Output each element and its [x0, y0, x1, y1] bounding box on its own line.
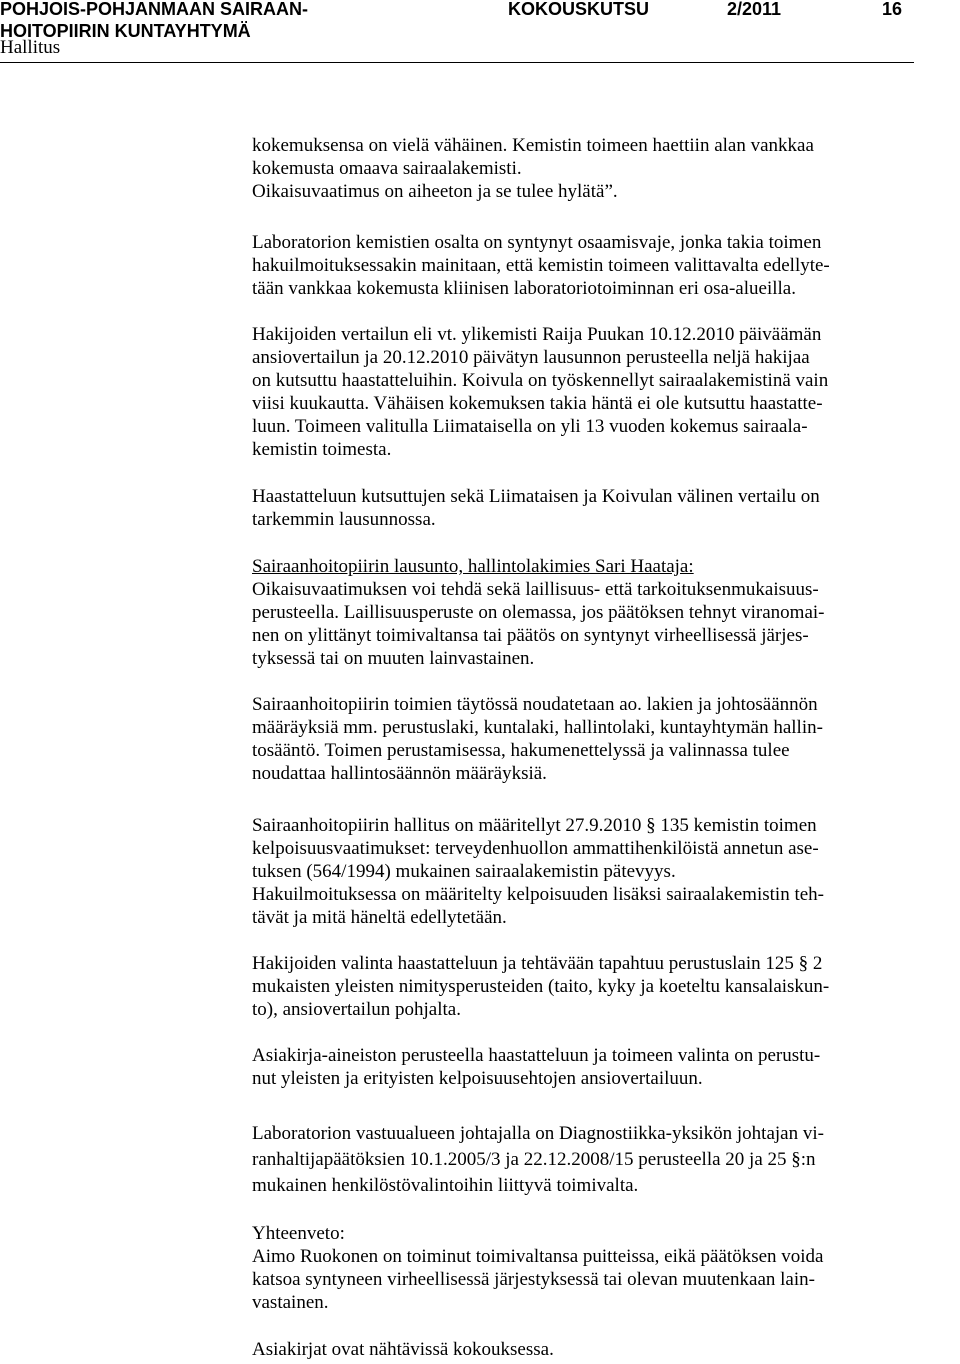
text-line: tuksen (564/1994) mukainen sairaalakemistin pätevyys.: [252, 861, 676, 882]
document-number: 2/2011: [727, 0, 782, 19]
text-line: ranhaltijapäätöksien 10.1.2005/3 ja 22.12.2008/15 perusteella 20 ja 25 §:n: [252, 1149, 816, 1170]
statement-heading: Sairaanhoitopiirin lausunto, hallintolakimies Sari Haataja:: [252, 556, 694, 577]
text-line: kelpoisuusvaatimukset: terveydenhuollon ammattihenkilöistä annetun ase-: [252, 838, 819, 859]
text-line: ansiovertailun ja 20.12.2010 päivätyn lausunnon perusteella neljä hakijaa: [252, 347, 810, 368]
summary-heading: Yhteenveto:: [252, 1223, 345, 1244]
text-line: tyksessä tai on muuten lainvastainen.: [252, 648, 535, 669]
text-line: Laboratorion vastuualueen johtajalla on Diagnostiikka-yksikön johtajan vi-: [252, 1123, 824, 1144]
text-line: kokemuksensa on vielä vähäinen. Kemistin toimeen haettiin alan vankkaa: [252, 135, 814, 156]
text-line: kokemusta omaava sairaalakemisti.: [252, 158, 522, 179]
text-line: nut yleisten ja erityisten kelpoisuusehtojen ansiovertailuun.: [252, 1068, 703, 1089]
document-type: KOKOUSKUTSU: [508, 0, 650, 19]
paragraph-3: [252, 323, 952, 461]
section-title: Hallitus: [0, 37, 61, 58]
paragraph-9: [252, 1044, 952, 1090]
page-number: 16: [882, 0, 903, 19]
text-line: tään vankkaa kokemusta kliinisen laboratoriotoiminnan eri osa-alueilla.: [252, 278, 796, 299]
closing-note: [252, 1338, 952, 1361]
text-line: Hakijoiden vertailun eli vt. ylikemisti Raija Puukan 10.12.2010 päiväämän: [252, 324, 822, 345]
text-line: Oikaisuvaatimuksen voi tehdä sekä laillisuus- että tarkoituksenmukaisuus-: [252, 579, 819, 600]
text-line: kemistin toimesta.: [252, 439, 392, 460]
text-line: Oikaisuvaatimus on aiheeton ja se tulee hylätä”.: [252, 181, 618, 202]
text-line: nen on ylittänyt toimivaltansa tai päätös on syntynyt virheellisessä järjes-: [252, 625, 809, 646]
text-line: katsoa syntyneen virheellisessä järjestyksessä tai olevan muutenkaan lain-: [252, 1269, 815, 1290]
paragraph-10: [252, 1121, 952, 1199]
text-line: tävät ja mitä häneltä edellytetään.: [252, 907, 507, 928]
text-line: on kutsuttu haastatteluihin. Koivula on työskennellyt sairaalakemistinä vain: [252, 370, 829, 391]
paragraph-8: [252, 952, 952, 1021]
text-line: Asiakirja-aineiston perusteella haastatteluun ja toimeen valinta on perustu-: [252, 1045, 821, 1066]
text-line: Laboratorion kemistien osalta on syntynyt osaamisvaje, jonka takia toimen: [252, 232, 822, 253]
text-line: mukaisten yleisten nimitysperusteiden (taito, kyky ja koeteltu kansalaiskun-: [252, 976, 830, 997]
text-line: Asiakirjat ovat nähtävissä kokouksessa.: [252, 1339, 554, 1360]
text-line: Aimo Ruokonen on toiminut toimivaltansa puitteissa, eikä päätöksen voida: [252, 1246, 824, 1267]
text-line: Hakijoiden valinta haastatteluun ja tehtävään tapahtuu perustuslain 125 § 2: [252, 953, 823, 974]
text-line: mukainen henkilöstövalintoihin liittyvä toimivalta.: [252, 1175, 639, 1196]
text-line: viisi kuukautta. Vähäisen kokemuksen takia häntä ei ole kutsuttu haastatte-: [252, 393, 823, 414]
text-line: tosääntö. Toimen perustamisessa, hakumenettelyssä ja valinnassa tulee: [252, 740, 790, 761]
paragraph-2: [252, 231, 952, 300]
text-line: Sairaanhoitopiirin toimien täytössä noudatetaan ao. lakien ja johtosäännön: [252, 694, 818, 715]
text-line: to), ansiovertailun pohjalta.: [252, 999, 461, 1020]
paragraph-7: [252, 814, 952, 929]
text-line: luun. Toimeen valitulla Liimataisella on yli 13 vuoden kokemus sairaala-: [252, 416, 808, 437]
text-line: Hakuilmoituksessa on määritelty kelpoisuuden lisäksi sairaalakemistin teh-: [252, 884, 824, 905]
text-line: hakuilmoituksessakin mainitaan, että kemistin toimeen valittavalta edellyte-: [252, 255, 830, 276]
paragraph-4: [252, 485, 952, 531]
text-line: vastainen.: [252, 1292, 329, 1313]
organization-name-line2: HOITOPIIRIN KUNTAYHTYMÄ: [0, 21, 251, 41]
organization-name-line1: POHJOIS-POHJANMAAN SAIRAAN-: [0, 0, 309, 19]
paragraph-5: [252, 555, 952, 670]
text-line: Haastatteluun kutsuttujen sekä Liimataisen ja Koivulan välinen vertailu on: [252, 486, 820, 507]
header-divider: [0, 62, 914, 63]
text-line: Sairaanhoitopiirin hallitus on määritellyt 27.9.2010 § 135 kemistin toimen: [252, 815, 817, 836]
text-line: noudattaa hallintosäännön määräyksiä.: [252, 763, 547, 784]
text-line: määräyksiä mm. perustuslaki, kuntalaki, hallintolaki, kuntayhtymän hallin-: [252, 717, 823, 738]
summary: [252, 1222, 952, 1314]
paragraph-1: [252, 134, 952, 203]
paragraph-6: [252, 693, 952, 785]
text-line: perusteella. Laillisuusperuste on olemassa, jos päätöksen tehnyt viranomai-: [252, 602, 825, 623]
text-line: tarkemmin lausunnossa.: [252, 509, 436, 530]
